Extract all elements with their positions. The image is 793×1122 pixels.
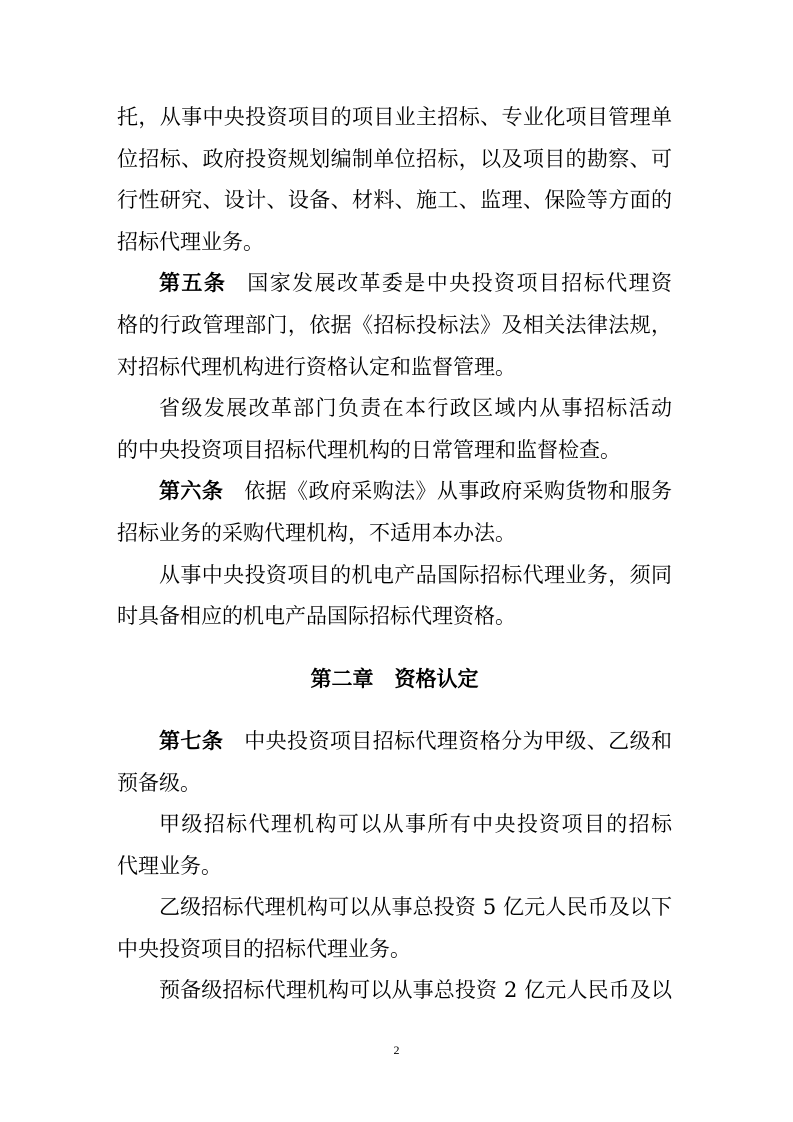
body-text-segment: 中央投资项目招标代理资格分为甲级、乙级和 bbox=[244, 728, 673, 753]
chapter-heading: 第二章 资格认定 bbox=[310, 666, 479, 691]
article-number: 第六条 bbox=[159, 479, 224, 504]
body-text-line: 预备级招标代理机构可以从事总投资 2 亿元人民币及以 bbox=[159, 978, 672, 1003]
body-text-line: 中央投资项目的招标代理业务。 bbox=[117, 936, 411, 961]
body-text-line: 招标代理业务。 bbox=[117, 229, 264, 254]
body-text-line: 对招标代理机构进行资格认定和监督管理。 bbox=[117, 354, 516, 379]
body-text-line: 时具备相应的机电产品国际招标代理资格。 bbox=[117, 604, 516, 629]
body-text-line: 托，从事中央投资项目的项目业主招标、专业化项目管理单 bbox=[117, 105, 672, 129]
body-text-line: 代理业务。 bbox=[117, 853, 222, 878]
body-text-line: 甲级招标代理机构可以从事所有中央投资项目的招标 bbox=[159, 812, 672, 837]
article-first-line bbox=[117, 721, 672, 763]
article-first-line bbox=[117, 263, 672, 305]
body-text-line: 格的行政管理部门，依据《招标投标法》及相关法律法规， bbox=[117, 312, 672, 337]
body-text-line: 乙级招标代理机构可以从事总投资 5 亿元人民币及以下 bbox=[159, 895, 672, 920]
article-number: 第七条 bbox=[159, 728, 224, 753]
body-text-line: 行性研究、设计、设备、材料、施工、监理、保险等方面的 bbox=[117, 188, 672, 213]
body-text-line: 的中央投资项目招标代理机构的日常管理和监督检查。 bbox=[117, 437, 621, 462]
article-number: 第五条 bbox=[159, 271, 227, 296]
body-text-segment: 依据《政府采购法》从事政府采购货物和服务 bbox=[244, 479, 673, 504]
article-first-line bbox=[117, 471, 672, 513]
body-text-line: 预备级。 bbox=[117, 770, 201, 795]
body-text-line: 位招标、政府投资规划编制单位招标，以及项目的勘察、可 bbox=[117, 146, 672, 171]
body-text-line: 省级发展改革部门负责在本行政区域内从事招标活动 bbox=[159, 396, 672, 421]
document-body bbox=[117, 97, 672, 1012]
body-text-segment: 国家发展改革委是中央投资项目招标代理资 bbox=[247, 271, 673, 296]
body-text-line: 从事中央投资项目的机电产品国际招标代理业务，须同 bbox=[159, 562, 672, 587]
page-number: 2 bbox=[393, 1043, 400, 1057]
body-text-line: 招标业务的采购代理机构，不适用本办法。 bbox=[117, 520, 516, 545]
